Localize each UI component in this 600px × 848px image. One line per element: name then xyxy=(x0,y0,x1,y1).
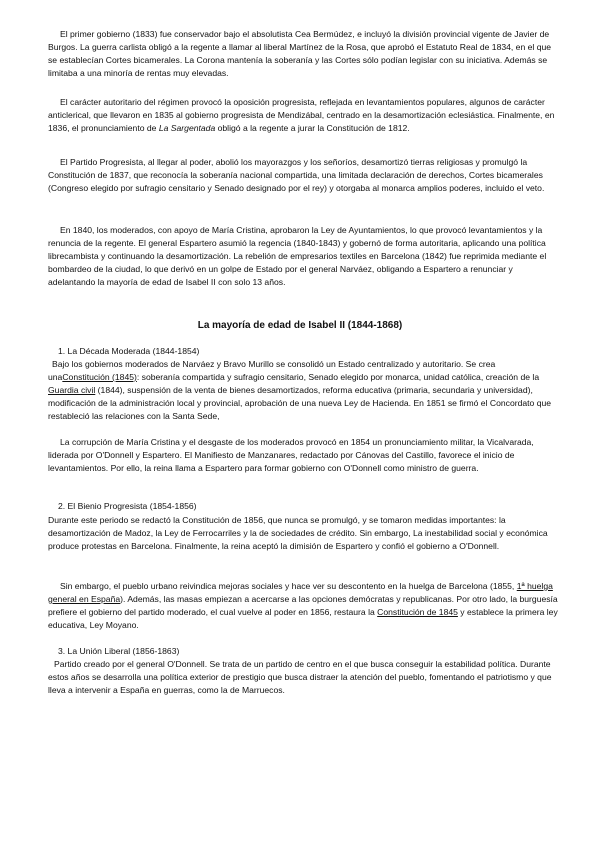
paragraph-text: El primer gobierno (1833) fue conservador bajo el absolutista Cea Bermúdez, e incluyó la división provincial vigente de Javier de Burgos. La guerra carlista obligó a la regente a llamar al liberal Martínez de la Rosa, que aprobó el Estatuto Real de 1834, en el que se establecían Cortes bicamerales. La Corona mantenía la soberanía y las Cortes sólo podían legislar con su iniciativa. Además se limitaba a una minoría de rentas muy elevadas. xyxy=(48,29,552,78)
paragraph-text: obligó a la regente a jurar la Constitución de 1812. xyxy=(215,123,410,133)
huelga-general-link[interactable]: 1ª huelga general en España xyxy=(48,581,553,604)
paragraph-text: Bajo los gobiernos moderados de Narváez y Bravo Murillo se consolidó un Estado centralizado y autoritario. Se crea una xyxy=(48,359,496,382)
constitucion-1845-link[interactable]: Constitución (1845) xyxy=(62,372,137,382)
paragraph-text: En 1840, los moderados, con apoyo de María Cristina, aprobaron la Ley de Ayuntamientos, lo que provocó levantamientos y la renuncia de la regente. El general Espartero asumió la regencia (1840-1843) y gobernó de forma autoritaria, aplicando una política librecambista y continuando la desamortización. La rebelión de empresarios textiles en Barcelona (1842) fue reprimida mediante el bombardeo de la ciudad, lo que derivó en un golpe de Estado por el general Narváez, obligando a Espartero a renunciar y adelantando la mayoría de edad de Isabel II con solo 13 años. xyxy=(48,225,547,287)
paragraph-text: : soberanía compartida y sufragio censitario, Senado elegido por monarca, unidad católica, creación de la xyxy=(136,372,540,382)
subheading-decada-moderada: 1. La Década Moderada (1844-1854) xyxy=(58,346,200,356)
paragraph-text: El Partido Progresista, al llegar al poder, abolió los mayorazgos y los señoríos, desamortizó tierras religiosas y promulgó la Constitución de 1837, que reconocía la soberanía nacional compartida, una limitada declaración de derechos, Cortes bicamerales (Congreso elegido por sufragio censitario y Senado designado por el rey) y otorgaba al monarca amplios poderes, incluido el veto. xyxy=(48,157,545,193)
paragraph-text: (1844), suspensión de la venta de bienes desamortizados, reforma educativa (primaria, secundaria y universidad), modificación de la administración local y provincial, aprobación de una nueva Ley de Hacienda. En 1851 se firmó el Concordato que restableció las relaciones con la Santa Sede, xyxy=(48,385,552,421)
paragraph-text: y establece la primera ley educativa, Ley Moyano. xyxy=(48,607,558,630)
paragraph-text: El carácter autoritario del régimen provocó la oposición progresista, reflejada en levantamientos populares, algunos de carácter anticlerical, que llevaron en 1835 al gobierno progresista de Mendizábal, centrado en la desamortización eclesiástica. Finalmente, en 1836, el pronunciamiento de xyxy=(48,97,555,133)
section-title: La mayoría de edad de Isabel II (1844-1868) xyxy=(197,320,403,331)
paragraph-text: La corrupción de María Cristina y el desgaste de los moderados provocó en 1854 un pronunciamiento militar, la Vicalvarada, liderada por O'Donnell y Espartero. El Manifiesto de Manzanares, redactado por Cánovas del Castillo, favorece el inicio de levantamientos. Por ello, la reina llama a Espartero para formar gobierno con O'Donnell como ministro de guerra. xyxy=(48,437,534,473)
paragraph-first-government xyxy=(48,28,558,80)
paragraph-text: Sin embargo, el pueblo urbano reivindica mejoras sociales y hace ver su descontento en la huelga de Barcelona (1855, xyxy=(60,581,517,591)
paragraph-text: Partido creado por el general O'Donnell. Se trata de un partido de centro en el que busca conseguir la estabilidad política. Durante estos años se desarrolla una política exterior de prestigio que busca distraer la atención del pueblo, fomentando el patriotismo y que lleva a intervenir a España en guerras, como la de Marruecos. xyxy=(48,659,552,695)
subheading-bienio-progresista: 2. El Bienio Progresista (1854-1856) xyxy=(58,501,197,511)
paragraph-vicalvarada xyxy=(48,436,558,475)
paragraph-union-liberal xyxy=(48,658,558,697)
paragraph-1840-moderates xyxy=(48,224,558,289)
constitucion-1845-link-2[interactable]: Constitución de 1845 xyxy=(377,607,458,617)
paragraph-text: Durante este periodo se redactó la Constitución de 1856, que nunca se promulgó, y se tomaron medidas importantes: la desamortización de Madoz, la Ley de Ferrocarriles y la de sociedades de crédito. Sin embargo, La inestabilidad social y económica produce protestas en Barcelona. Finalmente, la reina aceptó la dimisión de Espartero y confió el gobierno a O'Donnell. xyxy=(48,515,548,551)
subheading-union-liberal: 3. La Unión Liberal (1856-1863) xyxy=(58,646,180,656)
paragraph-huelga-barcelona xyxy=(48,580,558,632)
paragraph-decada-moderada xyxy=(48,358,558,423)
paragraph-progressive-party xyxy=(48,156,558,195)
paragraph-text: ). Además, las masas empiezan a acercarse a las opciones demócratas y republicanas. Por otro lado, la burguesía prefiere el gobierno del partido moderado, el cual vuelve al poder en 1856, restaura la xyxy=(48,594,558,617)
paragraph-progressive-opposition xyxy=(48,96,558,135)
guardia-civil-link[interactable]: Guardia civil xyxy=(48,385,96,395)
paragraph-bienio-progresista xyxy=(48,514,558,553)
sargentada-italic: La Sargentada xyxy=(158,123,216,133)
